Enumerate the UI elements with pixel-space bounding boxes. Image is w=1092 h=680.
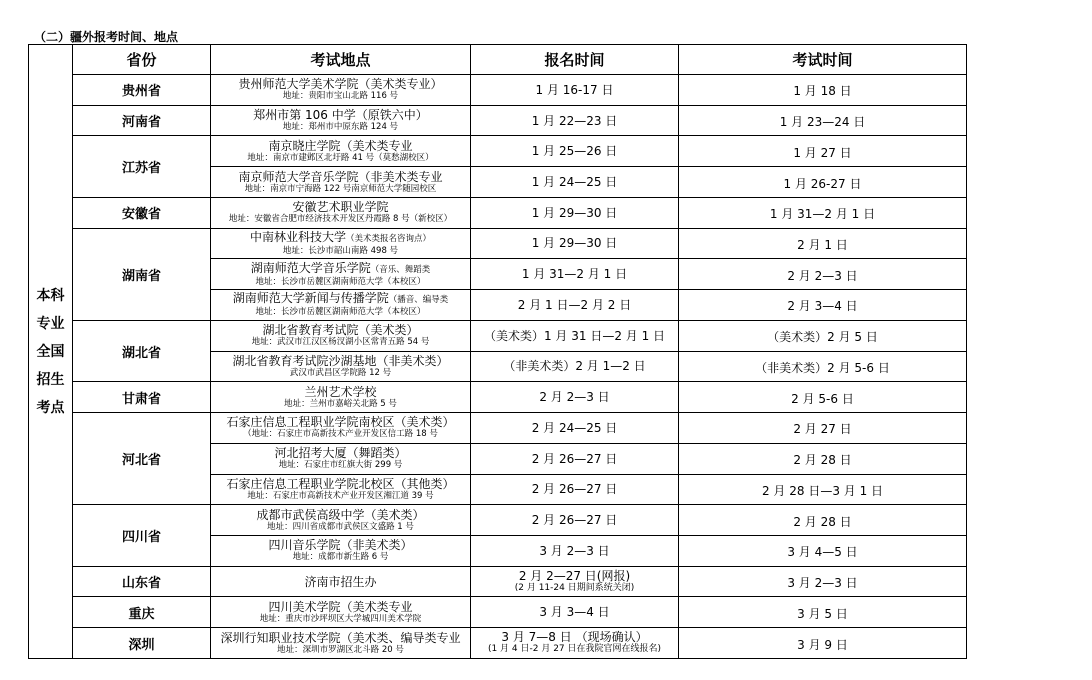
registration-time-cell: [471, 136, 679, 167]
registration-time: 3 月 7—8 日 （现场确认）: [501, 630, 648, 645]
exam-time-cell: [679, 382, 967, 413]
location-name: 湖北省教育考试院沙湖基地（非美术类）: [232, 353, 449, 368]
exam-time-cell: [679, 474, 967, 505]
location-cell: [211, 597, 471, 628]
exam-time-cell: [679, 228, 967, 259]
registration-time: 1 月 31—2 月 1 日: [521, 267, 628, 282]
registration-time-cell: [471, 259, 679, 290]
registration-time-cell: [471, 382, 679, 413]
location-address: 地址：南京市建邺区北圩路 41 号（莫愁湖校区）: [247, 152, 434, 163]
location-name-line: [211, 323, 470, 336]
location-address: 地址：兰州市嘉峪关北路 5 号: [284, 398, 397, 409]
province-cell: 湖北省: [73, 320, 211, 381]
location-name: 石家庄信息工程职业学院北校区（其他类）: [226, 476, 455, 491]
table-row: [29, 597, 967, 628]
location-name-line: [211, 261, 470, 276]
registration-time: 2 月 2—3 日: [539, 390, 610, 405]
exam-time: （非美术类）2 月 5-6 日: [755, 360, 890, 375]
table-row: [29, 566, 967, 597]
location-cell: [211, 628, 471, 659]
location-address: 地址：深圳市罗湖区北斗路 20 号: [277, 644, 404, 655]
exam-time-cell: [679, 413, 967, 444]
location-name-line: [211, 600, 470, 613]
exam-time-cell: [679, 167, 967, 198]
location-name: 安徽艺术职业学院: [292, 200, 389, 215]
location-address: 地址：石家庄市高新技术产业开发区湘江道 39 号: [247, 490, 434, 501]
side-label-cell: [29, 45, 73, 659]
table-row: [29, 382, 967, 413]
location-address: 地址：重庆市沙坪坝区大学城四川美术学院: [259, 613, 422, 624]
exam-time-cell: [679, 597, 967, 628]
location-cell: [211, 320, 471, 351]
location-cell: [211, 167, 471, 198]
exam-time: 3 月 4—5 日: [787, 545, 858, 560]
province-cell: 安徽省: [73, 197, 211, 228]
location-name-line: [211, 170, 470, 183]
exam-time: 2 月 28 日—3 月 1 日: [761, 483, 884, 498]
registration-time: 1 月 24—25 日: [531, 175, 618, 190]
location-note: （音乐、舞蹈类: [370, 264, 431, 275]
location-name-line: [211, 139, 470, 152]
location-name: 贵州师范大学美术学院（美术类专业）: [238, 77, 443, 92]
side-label-line: 专业: [36, 315, 65, 332]
exam-time: 2 月 28 日: [793, 514, 852, 529]
location-name-line: [211, 415, 470, 428]
location-cell: [211, 105, 471, 136]
header-row: [29, 45, 967, 75]
registration-time: 2 月 26—27 日: [531, 513, 618, 528]
location-name: 湖南师范大学新闻与传播学院: [232, 291, 389, 306]
table-body: [29, 45, 967, 659]
side-label-line: 招生: [36, 371, 65, 388]
registration-time: （美术类）1 月 31 日—2 月 1 日: [483, 328, 666, 343]
province-cell: 重庆: [73, 597, 211, 628]
registration-time: 3 月 3—4 日: [539, 605, 610, 620]
province-cell: 湖南省: [73, 228, 211, 320]
province-cell: 河南省: [73, 105, 211, 136]
exam-time: 3 月 2—3 日: [787, 576, 858, 591]
exam-time-cell: [679, 197, 967, 228]
location-note: （美术类报名咨询点）: [346, 233, 432, 244]
registration-time: 2 月 26—27 日: [531, 482, 618, 497]
registration-time: 1 月 29—30 日: [531, 236, 618, 251]
exam-time-cell: [679, 443, 967, 474]
location-name: 深圳行知职业技术学院（美术类、编导类专业: [220, 630, 461, 645]
table-row: [29, 228, 967, 259]
location-name-line: [211, 77, 470, 90]
location-name: 湖南师范大学音乐学院: [250, 260, 371, 275]
province-cell: 四川省: [73, 505, 211, 566]
exam-time-cell: [679, 74, 967, 105]
table-row: [29, 74, 967, 105]
exam-time-cell: [679, 505, 967, 536]
exam-schedule-table: [28, 44, 967, 659]
location-name-line: [211, 508, 470, 521]
table-row: [29, 105, 967, 136]
exam-time: 3 月 5 日: [797, 606, 848, 621]
province-cell: 甘肃省: [73, 382, 211, 413]
header-registration: 报名时间: [471, 45, 679, 75]
exam-time: 3 月 9 日: [797, 637, 848, 652]
exam-time-cell: [679, 136, 967, 167]
registration-time-cell: [471, 167, 679, 198]
location-address: 地址：贵阳市宝山北路 116 号: [282, 91, 399, 102]
registration-time-cell: [471, 74, 679, 105]
location-address: 地址：四川省成都市武侯区文盛路 1 号: [267, 521, 414, 532]
location-name: 南京晓庄学院（美术类专业: [268, 138, 413, 153]
registration-time-cell: [471, 197, 679, 228]
table-row: [29, 628, 967, 659]
location-cell: [211, 474, 471, 505]
registration-time-cell: [471, 413, 679, 444]
registration-time-cell: [471, 474, 679, 505]
location-name: 中南林业科技大学: [249, 229, 346, 244]
location-address: 地址：南京市宁海路 122 号南京师范大学随园校区: [244, 183, 437, 194]
location-cell: [211, 566, 471, 597]
location-name-line: [211, 200, 470, 213]
exam-time: 1 月 18 日: [793, 84, 852, 99]
location-name-line: [211, 108, 470, 121]
location-name: 四川美术学院（美术类专业: [268, 599, 413, 614]
header-province: 省份: [73, 45, 211, 75]
location-name: 南京师范大学音乐学院（非美术类专业: [238, 169, 443, 184]
registration-note: (2 月 11-24 日期间系统关闭): [514, 582, 635, 593]
location-address: 地址：成都市新生路 6 号: [292, 552, 389, 563]
exam-time: 2 月 28 日: [793, 453, 852, 468]
registration-time-cell: [471, 228, 679, 259]
location-cell: [211, 351, 471, 382]
registration-time: 1 月 25—26 日: [531, 144, 618, 159]
side-label-line: 考点: [36, 399, 65, 416]
location-cell: [211, 228, 471, 259]
registration-time-cell: [471, 290, 679, 321]
location-name: 兰州艺术学校: [304, 384, 377, 399]
location-cell: [211, 136, 471, 167]
exam-time: 1 月 23—24 日: [779, 115, 866, 130]
location-name-line: [211, 477, 470, 490]
table-row: [29, 320, 967, 351]
exam-time-cell: [679, 628, 967, 659]
registration-time-cell: [471, 320, 679, 351]
location-name-line: [211, 538, 470, 551]
exam-time: 2 月 1 日: [797, 237, 848, 252]
exam-time: 2 月 3—4 日: [787, 299, 858, 314]
exam-time: （美术类）2 月 5 日: [767, 330, 878, 345]
exam-time: 2 月 27 日: [793, 422, 852, 437]
location-address: 地址：安徽省合肥市经济技术开发区丹霞路 8 号（新校区）: [228, 214, 453, 225]
registration-time-cell: [471, 628, 679, 659]
location-cell: [211, 74, 471, 105]
location-name-line: [211, 291, 470, 306]
location-cell: [211, 197, 471, 228]
location-name-line: [211, 230, 470, 245]
registration-note: (1 月 4 日-2 月 27 日在我院官网在线报名): [487, 644, 662, 655]
location-cell: [211, 382, 471, 413]
location-address: 地址：长沙市岳麓区湖南师范大学（本校区）: [255, 307, 426, 318]
province-cell: 山东省: [73, 566, 211, 597]
location-name-line: [211, 385, 470, 398]
location-cell: [211, 505, 471, 536]
registration-time: 2 月 2—27 日(网报): [518, 568, 631, 583]
table-row: [29, 413, 967, 444]
side-label-line: 全国: [36, 343, 65, 360]
registration-time-cell: [471, 351, 679, 382]
exam-time-cell: [679, 351, 967, 382]
province-cell: 河北省: [73, 413, 211, 505]
location-address: 地址：石家庄市红旗大街 299 号: [278, 460, 403, 471]
registration-time: 2 月 24—25 日: [531, 420, 618, 435]
location-name: 河北招考大厦（舞蹈类）: [274, 446, 407, 461]
side-label-line: 本科: [36, 287, 65, 304]
exam-time: 1 月 31—2 月 1 日: [769, 207, 876, 222]
location-address: 地址：长沙市韶山南路 498 号: [282, 245, 399, 256]
location-address: 地址：武汉市江汉区杨汊湖小区常青五路 54 号: [251, 337, 430, 348]
exam-time: 1 月 27 日: [793, 145, 852, 160]
location-cell: [211, 259, 471, 290]
location-name-line: [211, 575, 470, 588]
location-name-line: [211, 446, 470, 459]
registration-time-cell: [471, 535, 679, 566]
exam-time-cell: [679, 105, 967, 136]
exam-time: 2 月 2—3 日: [787, 268, 858, 283]
registration-time-cell: [471, 105, 679, 136]
table-row: [29, 136, 967, 167]
location-note: （播音、编导类: [388, 295, 449, 306]
exam-time-cell: [679, 566, 967, 597]
exam-time-cell: [679, 535, 967, 566]
registration-time: 2 月 1 日—2 月 2 日: [517, 297, 632, 312]
province-cell: 江苏省: [73, 136, 211, 197]
header-location: 考试地点: [211, 45, 471, 75]
registration-time: （非美术类）2 月 1—2 日: [503, 359, 646, 374]
registration-time: 3 月 2—3 日: [539, 543, 610, 558]
location-cell: [211, 290, 471, 321]
location-cell: [211, 443, 471, 474]
province-cell: 贵州省: [73, 74, 211, 105]
table-row: [29, 505, 967, 536]
location-address: 武汉市武昌区学院路 12 号: [289, 367, 392, 378]
province-cell: 深圳: [73, 628, 211, 659]
location-name: 成都市武侯高级中学（美术类）: [256, 507, 425, 522]
location-address: 地址：长沙市岳麓区湖南师范大学（本校区）: [255, 276, 426, 287]
registration-time-cell: [471, 597, 679, 628]
location-name: 济南市招生办: [304, 575, 377, 590]
registration-time-cell: [471, 443, 679, 474]
location-name: 四川音乐学院（非美术类）: [268, 538, 413, 553]
location-name-line: [211, 631, 470, 644]
exam-time: 2 月 5-6 日: [791, 391, 854, 406]
exam-time: 1 月 26-27 日: [783, 176, 862, 191]
location-name: 郑州市第 106 中学（原铁六中）: [253, 108, 428, 123]
section-heading: （二）疆外报考时间、地点: [34, 30, 179, 44]
registration-time-cell: [471, 505, 679, 536]
location-address: （地址：石家庄市高新技术产业开发区信工路 18 号: [243, 429, 438, 440]
registration-time: 1 月 29—30 日: [531, 205, 618, 220]
location-address: 地址：郑州市中原东路 124 号: [282, 122, 399, 133]
location-name: 湖北省教育考试院（美术类）: [262, 323, 419, 338]
location-name: 石家庄信息工程职业学院南校区（美术类）: [226, 415, 455, 430]
location-name-line: [211, 354, 470, 367]
header-exam-time: 考试时间: [679, 45, 967, 75]
table-row: [29, 197, 967, 228]
location-cell: [211, 535, 471, 566]
registration-time: 1 月 16-17 日: [535, 82, 614, 97]
exam-time-cell: [679, 290, 967, 321]
registration-time-cell: [471, 566, 679, 597]
exam-time-cell: [679, 320, 967, 351]
registration-time: 1 月 22—23 日: [531, 113, 618, 128]
registration-time: 2 月 26—27 日: [531, 451, 618, 466]
exam-time-cell: [679, 259, 967, 290]
location-cell: [211, 413, 471, 444]
